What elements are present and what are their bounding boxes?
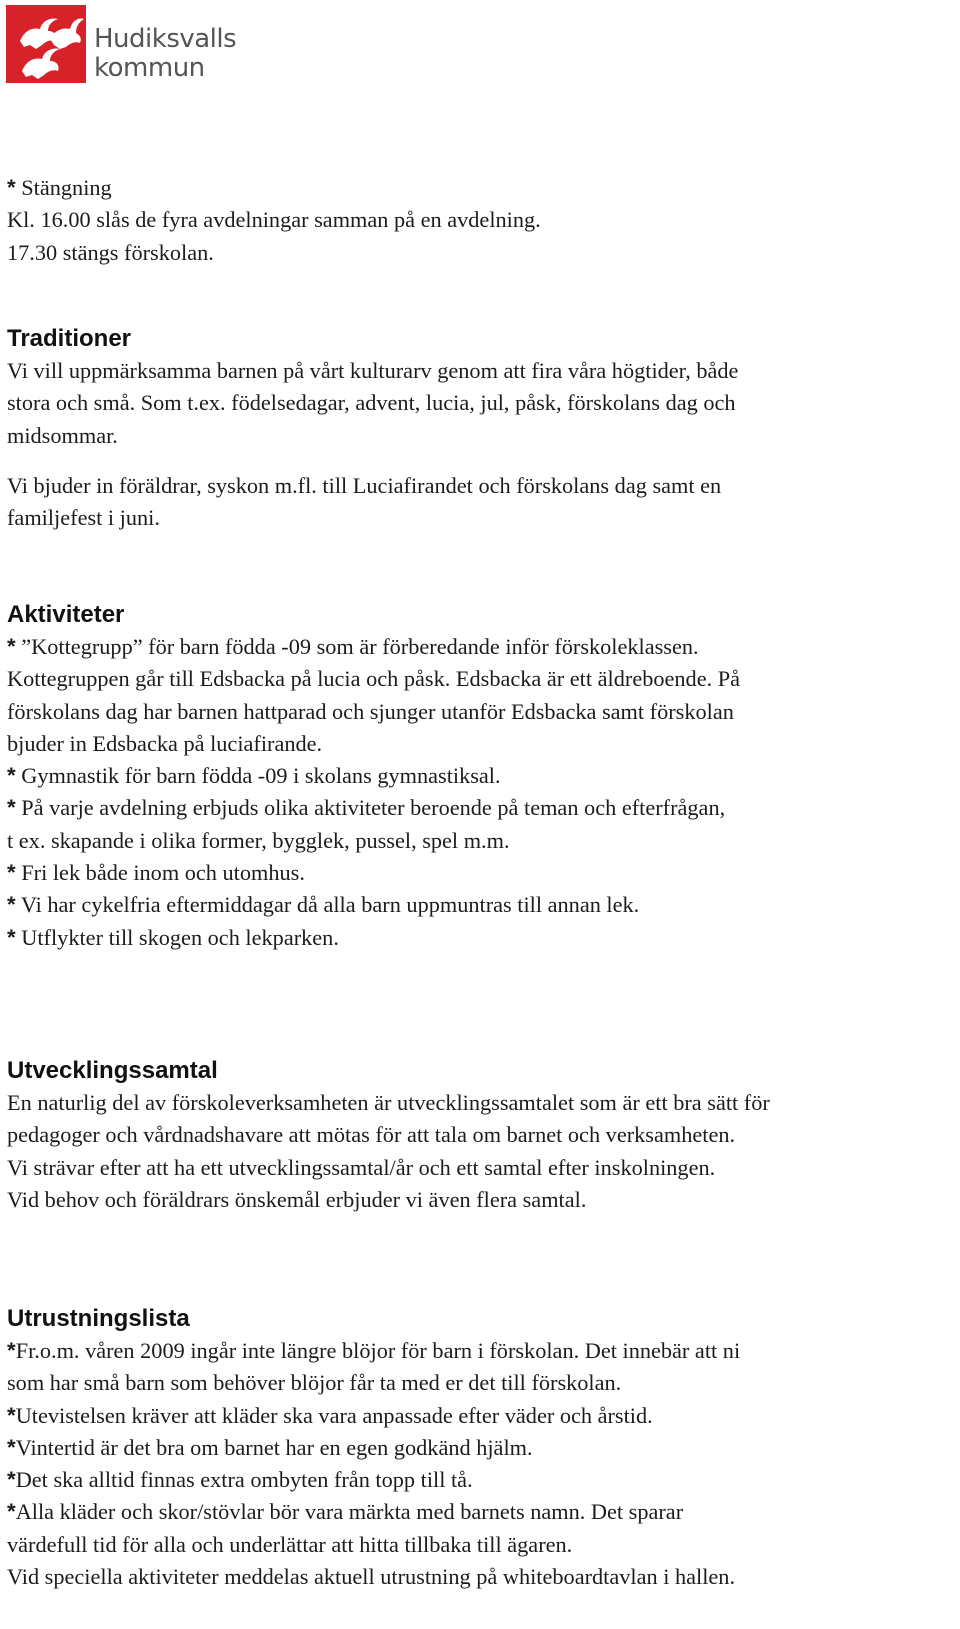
goat-logo-icon xyxy=(6,5,86,83)
list-item-text: Vid speciella aktiviteter meddelas aktuell utrustning på whiteboardtavlan i hallen. xyxy=(7,1564,736,1590)
paragraph-line: Vid behov och föräldrars önskemål erbjuder vi även flera samtal. xyxy=(7,1186,587,1212)
list-item-text: Gymnastik för barn födda -09 i skolans gymnastiksal. xyxy=(15,763,501,789)
paragraph-line: Vi vill uppmärksamma barnen på vårt kulturarv genom att fira våra högtider, både xyxy=(7,358,739,383)
traditions-section xyxy=(7,324,957,534)
logo-line-2: kommun xyxy=(94,53,205,83)
paragraph-line: midsommar. xyxy=(7,422,118,448)
list-item-text: värdefull tid för alla och underlättar att hitta tillbaka till ägaren. xyxy=(7,1531,573,1557)
list-item xyxy=(7,1367,957,1399)
list-item-text: som har små barn som behöver blöjor får ta med er det till förskolan. xyxy=(7,1370,622,1396)
list-item-text: Fri lek både inom och utomhus. xyxy=(15,860,305,886)
list-item xyxy=(7,760,957,792)
section-heading: Utrustningslista xyxy=(7,1305,190,1332)
list-item xyxy=(7,1561,957,1593)
bullet-star: * xyxy=(7,1434,16,1460)
paragraph-line: Vi bjuder in föräldrar, syskon m.fl. till Luciafirandet och förskolans dag samt en xyxy=(7,472,722,498)
bullet-star: * xyxy=(7,634,16,659)
bullet-star: * xyxy=(7,1402,16,1428)
list-item xyxy=(7,1496,957,1528)
list-item xyxy=(7,728,957,760)
paragraph-line: Kl. 16.00 slås de fyra avdelningar samman på en avdelning. xyxy=(7,207,541,233)
list-item-text: bjuder in Edsbacka på luciafirande. xyxy=(7,730,323,756)
paragraph-line: pedagoger och vårdnadshavare att mötas för att tala om barnet och verksamheten. xyxy=(7,1122,736,1148)
equipment-section xyxy=(7,1304,957,1593)
list-item-text: ”Kottegrupp” för barn födda -09 som är förberedande inför förskoleklassen. xyxy=(15,634,699,659)
list-item-text: t ex. skapande i olika former, bygglek, pussel, spel m.m. xyxy=(7,827,510,853)
list-item-text: Utevistelsen kräver att kläder ska vara anpassade efter väder och årstid. xyxy=(15,1402,653,1428)
list-item xyxy=(7,1464,957,1496)
equipment-list xyxy=(7,1335,957,1593)
list-item xyxy=(7,663,957,695)
list-item-text: På varje avdelning erbjuds olika aktiviteter beroende på teman och efterfrågan, xyxy=(15,795,726,821)
list-item xyxy=(7,1432,957,1464)
paragraph-line: En naturlig del av förskoleverksamheten är utvecklingssamtalet som är ett bra sätt för xyxy=(7,1090,770,1115)
closing-title: Stängning xyxy=(21,175,112,200)
bullet-star: * xyxy=(7,795,16,821)
list-item xyxy=(7,792,957,824)
list-item xyxy=(7,1335,957,1367)
section-heading: Aktiviteter xyxy=(7,601,125,628)
paragraph-line: stora och små. Som t.ex. födelsedagar, advent, lucia, jul, påsk, förskolans dag och xyxy=(7,390,736,416)
logo-line-1: Hudiksvalls xyxy=(94,24,237,54)
list-item xyxy=(7,696,957,728)
logo-wordmark xyxy=(94,25,236,83)
list-item xyxy=(7,922,957,954)
development-section xyxy=(7,1056,957,1216)
list-item-text: Utflykter till skogen och lekparken. xyxy=(15,924,339,950)
bullet-star: * xyxy=(7,763,16,789)
bullet-star: * xyxy=(7,892,16,918)
list-item-text: Alla kläder och skor/stövlar bör vara märkta med barnets namn. Det sparar xyxy=(15,1499,684,1525)
list-item-text: Vintertid är det bra om barnet har en egen godkänd hjälm. xyxy=(15,1434,533,1460)
bullet-star: * xyxy=(7,175,16,200)
paragraph-line: Vi strävar efter att ha ett utvecklingssamtal/år och ett samtal efter inskolningen. xyxy=(7,1154,716,1180)
closing-section xyxy=(7,172,957,269)
list-item-text: förskolans dag har barnen hattparad och sjunger utanför Edsbacka samt förskolan xyxy=(7,698,734,724)
closing-title-line xyxy=(7,172,957,204)
list-item xyxy=(7,857,957,889)
list-item-text: Fr.o.m. våren 2009 ingår inte längre blöjor för barn i förskolan. Det innebär att ni xyxy=(15,1338,741,1363)
list-item-text: Vi har cykelfria eftermiddagar då alla barn uppmuntras till annan lek. xyxy=(15,892,640,918)
section-heading: Traditioner xyxy=(7,325,132,352)
bullet-star: * xyxy=(7,1338,16,1363)
activities-section xyxy=(7,600,957,954)
bullet-star: * xyxy=(7,1499,16,1525)
section-heading: Utvecklingssamtal xyxy=(7,1057,218,1084)
list-item-text: Det ska alltid finnas extra ombyten från topp till tå. xyxy=(15,1467,473,1493)
list-item xyxy=(7,1400,957,1432)
list-item xyxy=(7,1529,957,1561)
list-item xyxy=(7,631,957,663)
activities-list xyxy=(7,631,957,954)
paragraph-line: 17.30 stängs förskolan. xyxy=(7,239,214,265)
list-item xyxy=(7,889,957,921)
bullet-star: * xyxy=(7,1467,16,1493)
paragraph-line: familjefest i juni. xyxy=(7,505,160,531)
list-item xyxy=(7,825,957,857)
bullet-star: * xyxy=(7,860,16,886)
list-item-text: Kottegruppen går till Edsbacka på lucia och påsk. Edsbacka är ett äldreboende. På xyxy=(7,666,741,692)
bullet-star: * xyxy=(7,924,16,950)
